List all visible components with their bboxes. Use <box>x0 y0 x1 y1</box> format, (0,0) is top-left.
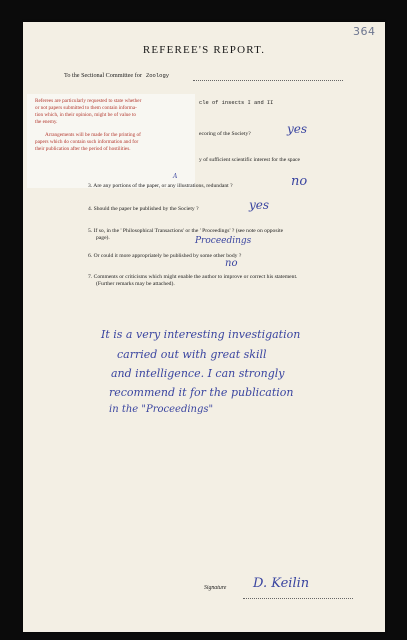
committee-value: Zoology <box>145 72 170 79</box>
question-7-line-a: 7. Comments or criticisms which might enable the author to improve or correct his statement. <box>88 274 298 280</box>
question-7-line-b: (Further remarks may be attached). <box>96 281 175 287</box>
document-page <box>23 22 385 632</box>
notice-line: or not papers submitted to them contain informa- <box>35 105 137 111</box>
page-reference-number: 364 <box>353 25 376 38</box>
notice-line: the enemy. <box>35 119 58 125</box>
question-3-answer: no <box>291 174 308 189</box>
question-2-tail: ecoring of the Society? <box>199 131 251 137</box>
notice-line: tion which, in their opinion, might be of value to <box>35 112 136 118</box>
comment-line: and intelligence. I can strongly <box>111 367 285 380</box>
question-5-answer: Proceedings <box>195 236 252 246</box>
question-6-answer: no <box>225 258 238 269</box>
question-2b-tail: y of sufficient scientific interest for the space <box>199 157 301 163</box>
report-title: REFEREE'S REPORT. <box>142 44 266 56</box>
question-5-line-a: 5. If so, in the ' Philosophical Transactions' or the ' Proceedings' ? (see note on opposite <box>88 228 284 234</box>
question-5 <box>88 228 283 242</box>
committee-underline <box>193 80 343 81</box>
question-4: 4. Should the paper be published by the Society ? <box>88 206 199 212</box>
question-1-tail: cle of insects I and II <box>199 100 274 106</box>
notice-line: Arrangements will be made for the printing of <box>45 132 141 138</box>
question-4-answer: yes <box>249 198 270 212</box>
notice-line: their publication after the period of hostilities. <box>35 146 131 152</box>
comment-line: carried out with great skill <box>117 348 267 361</box>
notice-line: Referees are particularly requested to state whether <box>35 98 142 104</box>
signature-line <box>243 598 353 599</box>
question-2-answer: yes <box>287 122 308 136</box>
signature-label: Signature <box>204 585 227 591</box>
notice-line: papers which do contain such information and for <box>35 139 139 145</box>
question-5-line-b: page). <box>96 235 110 241</box>
hostilities-notice-box <box>27 94 195 188</box>
comment-line: in the "Proceedings" <box>109 404 214 415</box>
question-3: 3. Are any portions of the paper, or any illustrations, redundant ? <box>88 183 233 189</box>
question-7 <box>88 274 297 288</box>
question-3-mark: A <box>173 173 178 180</box>
committee-label: To the Sectional Committee for <box>64 72 142 79</box>
question-6: 6. Or could it more appropriately be published by some other body ? <box>88 253 242 259</box>
comment-line: recommend it for the publication <box>109 386 294 399</box>
comment-line: It is a very interesting investigation <box>101 328 301 341</box>
committee-line <box>64 72 169 79</box>
signature: D. Keilin <box>253 576 310 591</box>
